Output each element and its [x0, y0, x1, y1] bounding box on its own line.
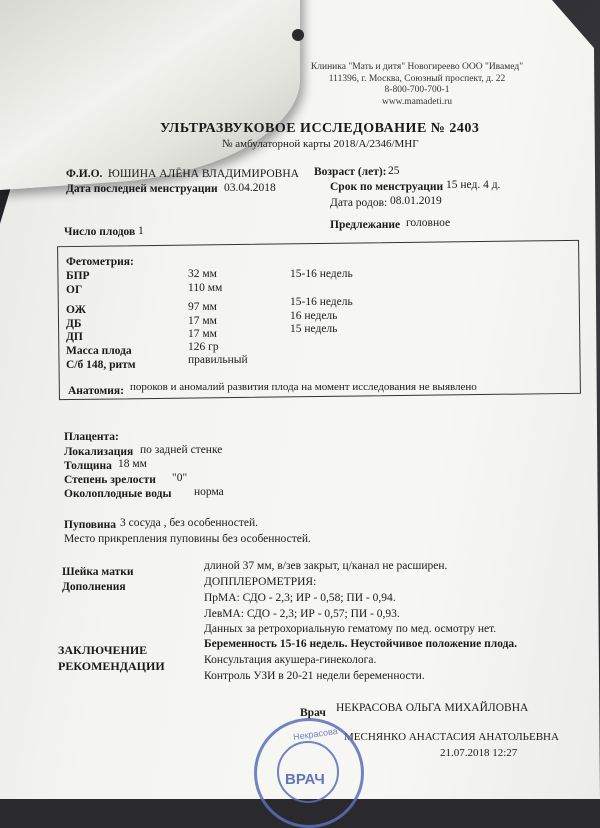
- placenta-heading: Плацента:: [64, 431, 119, 443]
- fetometry-heading: Фетометрия:: [66, 256, 134, 268]
- lmp-value: 03.04.2018: [224, 182, 276, 194]
- fetometry-row-label: БПР: [66, 270, 90, 282]
- clinic-header: [292, 62, 542, 108]
- term-label: Срок по менструации: [330, 181, 444, 193]
- placenta-loc-label: Локализация: [64, 446, 134, 458]
- recommendations-label: РЕКОМЕНДАЦИИ: [58, 659, 165, 673]
- fetometry-row-value: 126 гр: [188, 341, 219, 353]
- doctor-label: Врач: [300, 707, 326, 719]
- fetometry-row-label: ДП: [66, 331, 83, 343]
- clinic-website: www.mamadeti.ru: [381, 96, 453, 107]
- age-value: 25: [388, 165, 400, 177]
- fetometry-row-weeks: 15 недель: [290, 323, 338, 335]
- additions-line: Данных за ретрохориальную гематому по мед. осмотру нет.: [204, 623, 497, 635]
- cervix-label: Шейка матки: [62, 566, 134, 578]
- anatomy-label: Анатомия:: [68, 385, 124, 397]
- conclusion-label: ЗАКЛЮЧЕНИЕ: [58, 643, 148, 657]
- doctor-name: НЕКРАСОВА ОЛЬГА МИХАЙЛОВНА: [336, 702, 529, 714]
- age-label: Возраст (лет):: [314, 166, 387, 178]
- clinic-phone: 8-800-700-700-1: [384, 85, 450, 95]
- recommendation-line: Контроль УЗИ в 20-21 недели беременности.: [204, 670, 425, 682]
- fetometry-row-label: ОЖ: [66, 304, 87, 316]
- fio-label: Ф.И.О.: [66, 168, 103, 180]
- cord-label: Пуповина: [64, 519, 116, 531]
- placenta-loc-value: по задней стенке: [140, 444, 223, 456]
- fetometry-row-weeks: 16 недель: [290, 310, 338, 322]
- fetus-count-label: Число плодов: [64, 226, 136, 238]
- fetometry-row-value: 32 мм: [188, 268, 217, 280]
- clinic-name: Клиника "Мать и дитя" Новогиреево ООО "Ивамед": [310, 62, 524, 72]
- additions-line: ЛевМА: СДО - 2,3; ИР - 0,57; ПИ - 0,93.: [204, 608, 400, 620]
- fetometry-row-value: правильный: [188, 354, 248, 366]
- presentation-label: Предлежание: [330, 219, 401, 231]
- additions-line: ДОППЛЕРОМЕТРИЯ:: [204, 576, 317, 588]
- conclusion-value: Беременность 15-16 недель. Неустойчивое положение плода.: [204, 638, 518, 650]
- fetus-count-value: 1: [138, 225, 144, 237]
- additions-label: Дополнения: [62, 581, 126, 593]
- fetometry-row-label: ДБ: [66, 318, 82, 330]
- card-number: № амбулаторной карты 2018/А/2346/МНГ: [222, 138, 419, 150]
- amniotic-fluid-value: норма: [194, 486, 224, 498]
- cervix-value: длиной 37 мм, в/зев закрыт, ц/канал не расширен.: [204, 560, 448, 572]
- patient-name: ЮШИНА АЛЁНА ВЛАДИМИРОВНА: [108, 168, 299, 180]
- fetometry-row-label: С/б 148, ритм: [66, 359, 136, 371]
- fetometry-row-value: 110 мм: [188, 282, 223, 294]
- placenta-thickness-label: Толщина: [64, 460, 112, 472]
- punch-hole: [292, 29, 304, 41]
- cord-value: 3 сосуда , без особенностей.: [120, 517, 258, 529]
- due-value: 08.01.2019: [390, 195, 442, 207]
- fetometry-row-weeks: 15-16 недель: [290, 296, 353, 308]
- fetometry-row-value: 97 мм: [188, 301, 217, 313]
- cord-attachment: Место прикрепления пуповины без особенностей.: [64, 533, 311, 545]
- additions-line: ПрМА: СДО - 2,3; ИР - 0,58; ПИ - 0,94.: [204, 592, 396, 604]
- stamp-ring-text: Некрасова: [292, 725, 339, 743]
- recommendation-line: Консультация акушера-гинеколога.: [204, 654, 377, 666]
- report-datetime: 21.07.2018 12:27: [440, 747, 518, 759]
- doctor-stamp: [254, 718, 364, 828]
- placenta-thickness-value: 18 мм: [118, 458, 147, 470]
- placenta-maturity-label: Степень зрелости: [64, 474, 156, 486]
- presentation-value: головное: [406, 217, 451, 229]
- amniotic-fluid-label: Околоплодные воды: [64, 488, 172, 500]
- fetometry-row-value: 17 мм: [188, 328, 217, 340]
- clinic-address: 111396, г. Москва, Союзный проспект, д. 22: [328, 73, 506, 84]
- term-value: 15 нед. 4 д.: [446, 179, 501, 191]
- due-label: Дата родов:: [330, 197, 388, 209]
- lmp-label: Дата последней менструации: [66, 183, 218, 195]
- stamp-center-text: ВРАЧ: [285, 771, 325, 788]
- placenta-maturity-value: "0": [172, 472, 188, 484]
- anatomy-value: пороков и аномалий развития плода на момент исследования не выявлено: [130, 381, 477, 393]
- nurse-name: МЕСНЯНКО АНАСТАСИЯ АНАТОЛЬЕВНА: [344, 731, 559, 743]
- fetometry-row-label: Масса плода: [66, 345, 132, 357]
- document-title: УЛЬТРАЗВУКОВОЕ ИССЛЕДОВАНИЕ № 2403: [160, 121, 480, 136]
- fetometry-row-weeks: 15-16 недель: [290, 268, 353, 280]
- fetometry-row-value: 17 мм: [188, 315, 217, 327]
- fetometry-row-label: ОГ: [66, 284, 83, 296]
